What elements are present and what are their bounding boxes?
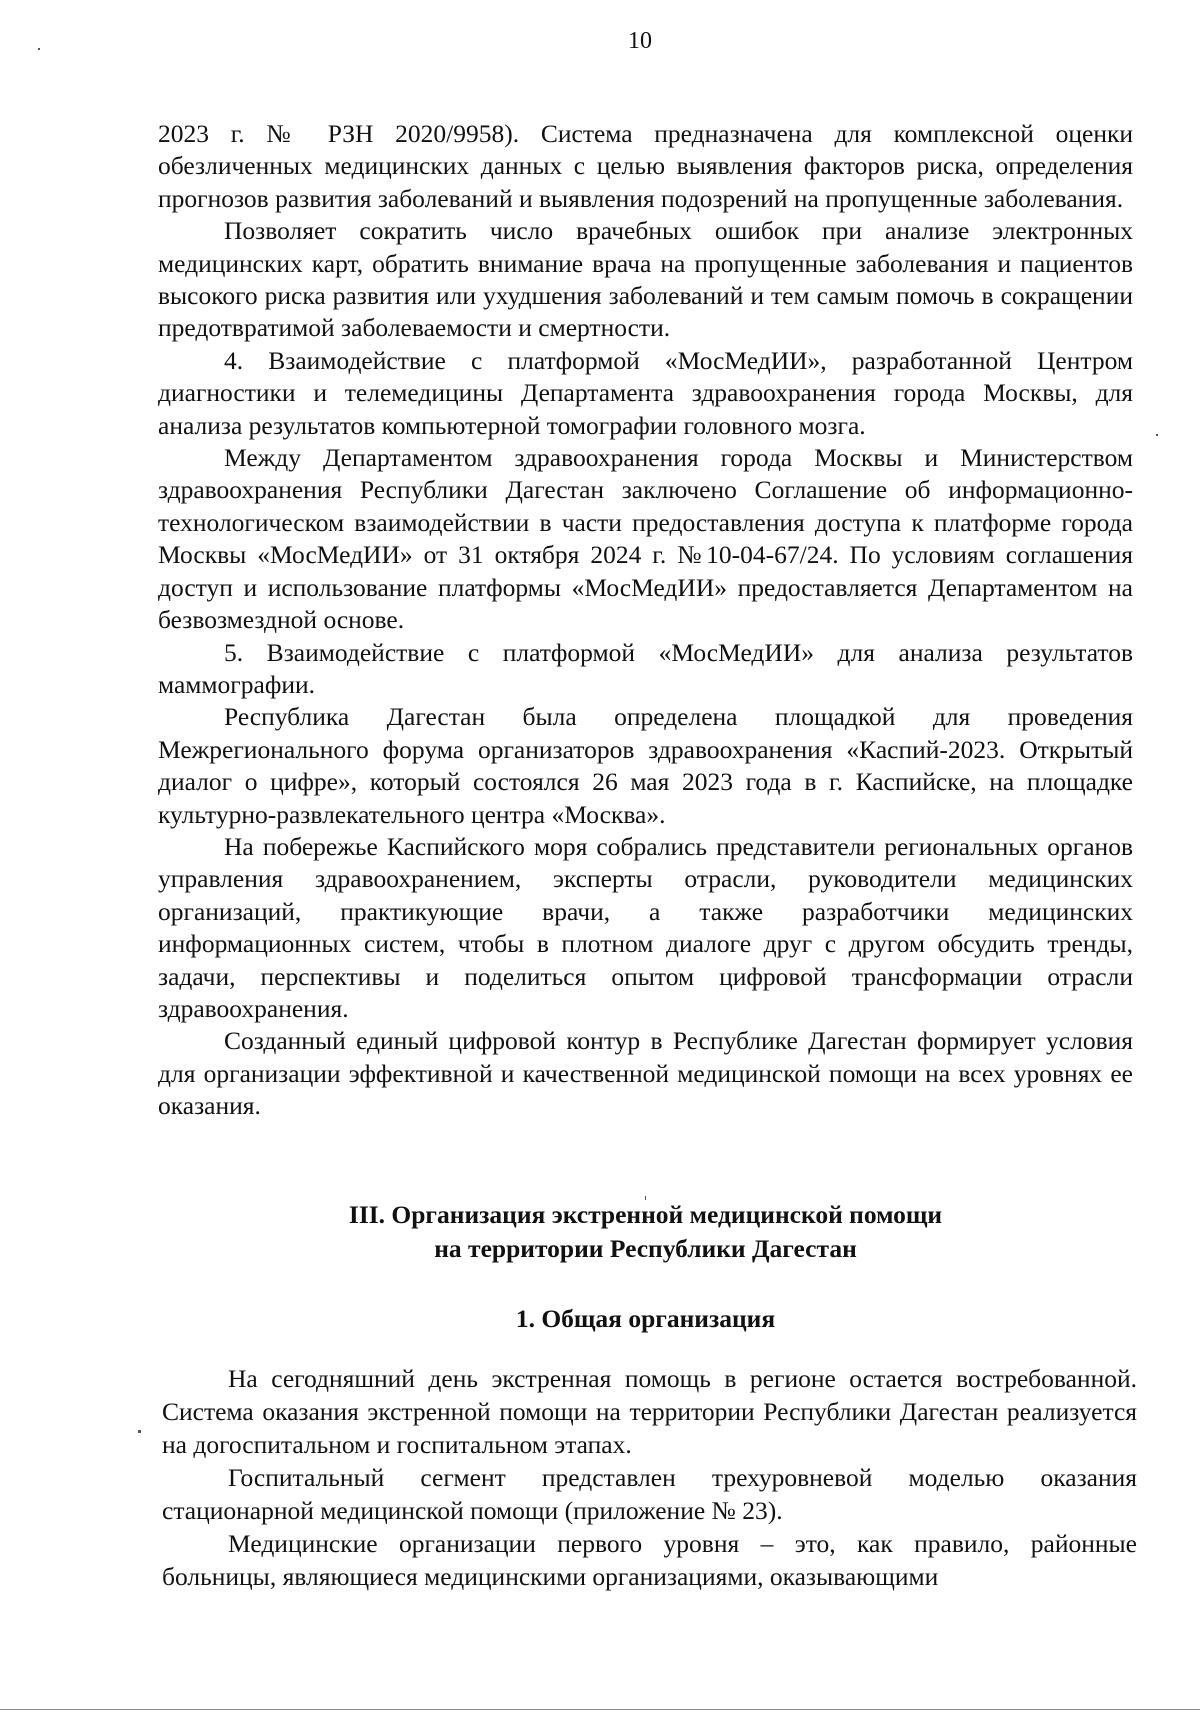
scan-speck xyxy=(1156,434,1158,436)
section-heading-line-2: на территории Республики Дагестан xyxy=(434,1234,857,1263)
body-text xyxy=(158,118,1133,1123)
paragraph: На побережье Каспийского моря собрались представители региональных органов управления здравоохранением, эксперты отрасли, руководители медицинских организаций, практикующие врачи, а также разработчики медицинских информационных систем, чтобы в плотном диалоге друг с другом обсудить тренды, задачи, перспективы и поделиться опытом цифровой трансформации отрасли здравоохранения. xyxy=(158,831,1133,1023)
scan-speck xyxy=(138,1430,141,1433)
paragraph: Госпитальный сегмент представлен трехуровневой моделью оказания стационарной медицинской помощи (приложение № 23). xyxy=(162,1463,1137,1525)
page-number: 10 xyxy=(628,28,652,54)
paragraph: 2023 г. № РЗН 2020/9958). Система предназначена для комплексной оценки обезличенных медицинских данных с целью выявления факторов риска, определения прогнозов развития заболеваний и выявления подозрений на пропущенные заболевания. xyxy=(158,119,1133,213)
paragraph: На сегодняшний день экстренная помощь в регионе остается востребованной. Система оказания экстренной помощи на территории Республики Дагестан реализуется на догоспитальном и госпитальном этапах. xyxy=(162,1364,1137,1459)
scan-edge-line xyxy=(0,1709,1200,1710)
body-text-section-3 xyxy=(162,1362,1137,1593)
subsection-heading: 1. Общая организация xyxy=(515,1304,776,1333)
section-heading-line-1: III. Организация экстренной медицинской помощи xyxy=(348,1200,943,1229)
paragraph: Медицинские организации первого уровня – это, как правило, районные больницы, являющиеся медицинскими организациями, оказывающими xyxy=(162,1529,1137,1591)
scan-speck xyxy=(645,1196,646,1200)
scan-speck xyxy=(38,48,40,50)
paragraph: 5. Взаимодействие с платформой «МосМедИИ» для анализа результатов маммографии. xyxy=(158,637,1133,699)
paragraph: Республика Дагестан была определена площадкой для проведения Межрегионального форума организаторов здравоохранения «Каспий-2023. Открытый диалог о цифре», который состоялся 26 мая 2023 года в г. Каспийске, на площадке культурно-развлекательного центра «Москва». xyxy=(158,702,1133,829)
paragraph: Между Департаментом здравоохранения города Москвы и Министерством здравоохранения Республики Дагестан заключено Соглашение об информационно-технологическом взаимодействии в части предоставления доступа к платформе города Москвы «МосМедИИ» от 31 октября 2024 г. №10-04-67/24. По условиям соглашения доступ и использование платформы «МосМедИИ» предоставляется Департаментом на безвозмездной основе. xyxy=(158,443,1133,635)
paragraph: 4. Взаимодействие с платформой «МосМедИИ», разработанной Центром диагностики и телемедицины Департамента здравоохранения города Москвы, для анализа результатов компьютерной томографии головного мозга. xyxy=(158,345,1133,440)
paragraph: Позволяет сократить число врачебных ошибок при анализе электронных медицинских карт, обратить внимание врача на пропущенные заболевания и пациентов высокого риска развития или ухудшения заболеваний и тем самым помочь в сокращении предотвратимой заболеваемости и смертности. xyxy=(158,216,1133,343)
section-heading xyxy=(158,1198,1133,1266)
paragraph: Созданный единый цифровой контур в Республике Дагестан формирует условия для организации эффективной и качественной медицинской помощи на всех уровнях ее оказания. xyxy=(158,1026,1133,1121)
